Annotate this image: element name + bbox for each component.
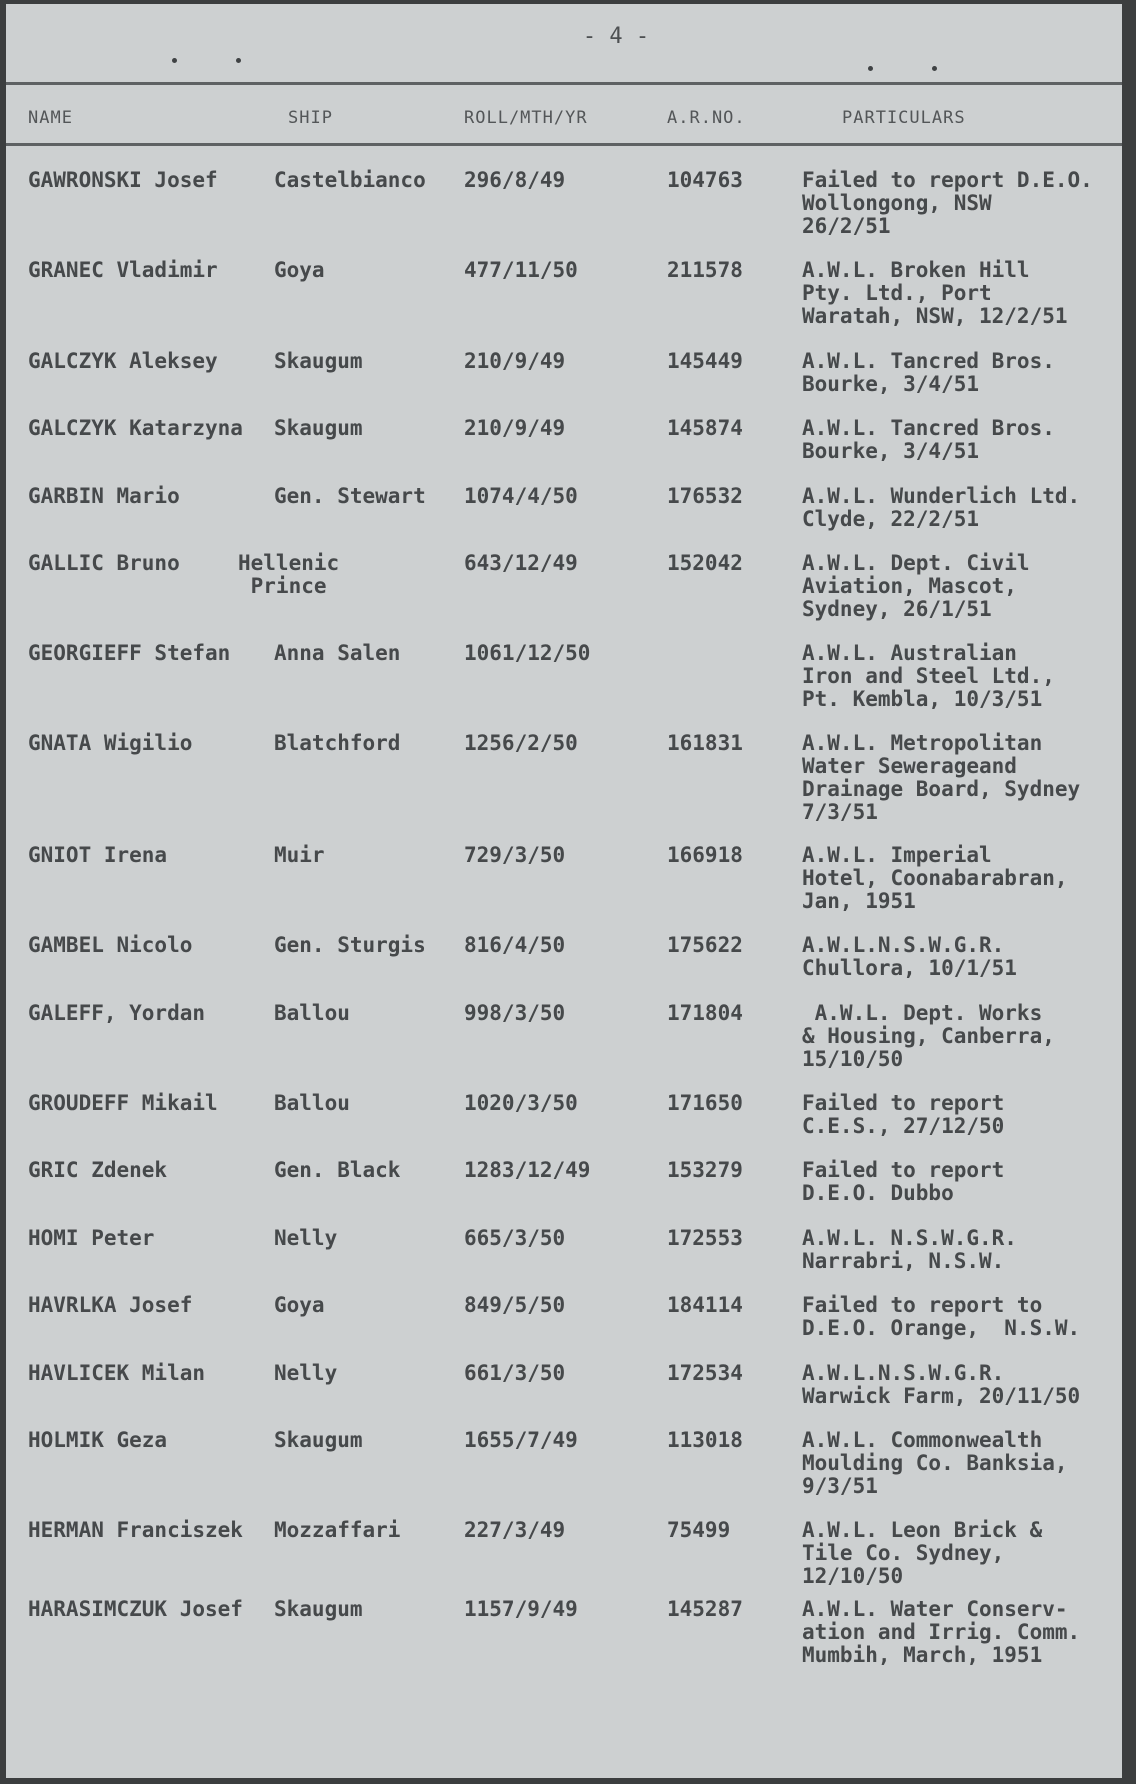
document-page (6, 4, 1122, 1778)
record-ship: Skaugum (274, 1597, 363, 1621)
record-ship: Skaugum (274, 416, 363, 440)
record-roll: 296/8/49 (464, 168, 566, 192)
record-ship: Gen. Stewart (274, 484, 426, 508)
record-name: GROUDEFF Mikail (28, 1091, 218, 1115)
record-particulars: A.W.L. Australian Iron and Steel Ltd., Pt. Kembla, 10/3/51 (802, 641, 1055, 711)
record-particulars: Failed to report C.E.S., 27/12/50 (802, 1091, 1005, 1138)
record-name: HAVLICEK Milan (28, 1361, 206, 1385)
record-roll: 477/11/50 (464, 258, 578, 282)
column-header-ar-no: A.R.NO. (667, 108, 746, 128)
column-header-roll: ROLL/MTH/YR (464, 108, 588, 128)
record-particulars: Failed to report to D.E.O. Orange, N.S.W. (802, 1293, 1081, 1340)
record-ar-no: 211578 (667, 258, 743, 282)
record-name: GAWRONSKI Josef (28, 168, 218, 192)
record-ship: Goya (274, 258, 325, 282)
record-particulars: A.W.L. Water Conserv- ation and Irrig. Comm. Mumbih, March, 1951 (802, 1597, 1081, 1667)
record-name: GNATA Wigilio (28, 731, 193, 755)
record-ar-no: 175622 (667, 933, 743, 957)
record-particulars: Failed to report D.E.O. Dubbo (802, 1158, 1005, 1205)
record-name: GEORGIEFF Stefan (28, 641, 231, 665)
record-particulars: A.W.L. Tancred Bros. Bourke, 3/4/51 (802, 349, 1055, 396)
record-name: HOLMIK Geza (28, 1428, 168, 1452)
record-ship: Muir (274, 843, 325, 867)
record-particulars: A.W.L. Commonwealth Moulding Co. Banksia, 9/3/51 (802, 1428, 1068, 1498)
record-name: GAMBEL Nicolo (28, 933, 193, 957)
column-header-particulars: PARTICULARS (842, 108, 966, 128)
record-ship: Anna Salen (274, 641, 401, 665)
record-name: GRANEC Vladimir (28, 258, 218, 282)
record-roll: 729/3/50 (464, 843, 566, 867)
column-header-ship: SHIP (288, 108, 333, 128)
record-name: GALCZYK Aleksey (28, 349, 218, 373)
speck (868, 66, 873, 71)
record-roll: 210/9/49 (464, 416, 566, 440)
header-rule-top (6, 82, 1122, 85)
record-roll: 1283/12/49 (464, 1158, 591, 1182)
record-ar-no: 166918 (667, 843, 743, 867)
speck (172, 58, 177, 63)
record-ar-no: 145287 (667, 1597, 743, 1621)
column-header-name: NAME (28, 108, 73, 128)
record-ship: Goya (274, 1293, 325, 1317)
record-name: GARBIN Mario (28, 484, 180, 508)
record-roll: 210/9/49 (464, 349, 566, 373)
record-ar-no: 153279 (667, 1158, 743, 1182)
record-ar-no: 176532 (667, 484, 743, 508)
record-ar-no: 184114 (667, 1293, 743, 1317)
record-roll: 849/5/50 (464, 1293, 566, 1317)
record-ship: Gen. Sturgis (274, 933, 426, 957)
record-particulars: A.W.L. Dept. Civil Aviation, Mascot, Sydney, 26/1/51 (802, 551, 1030, 621)
record-ship: Ballou (274, 1001, 350, 1025)
record-ship: Gen. Black (274, 1158, 401, 1182)
record-ship: Nelly (274, 1226, 338, 1250)
record-roll: 643/12/49 (464, 551, 578, 575)
record-roll: 1256/2/50 (464, 731, 578, 755)
record-particulars: A.W.L. Imperial Hotel, Coonabarabran, Jan, 1951 (802, 843, 1068, 913)
record-particulars: A.W.L.N.S.W.G.R. Warwick Farm, 20/11/50 (802, 1361, 1081, 1408)
record-roll: 227/3/49 (464, 1518, 566, 1542)
record-particulars: A.W.L. Tancred Bros. Bourke, 3/4/51 (802, 416, 1055, 463)
record-ship: Castelbianco (274, 168, 426, 192)
page-number: - 4 - (582, 24, 650, 49)
record-roll: 816/4/50 (464, 933, 566, 957)
record-ar-no: 161831 (667, 731, 743, 755)
record-name: HARASIMCZUK Josef (28, 1597, 243, 1621)
record-roll: 1157/9/49 (464, 1597, 578, 1621)
record-ar-no: 104763 (667, 168, 743, 192)
record-particulars: A.W.L. Dept. Works & Housing, Canberra, 15/10/50 (802, 1001, 1055, 1071)
record-ship: Ballou (274, 1091, 350, 1115)
record-particulars: A.W.L. Broken Hill Pty. Ltd., Port Waratah, NSW, 12/2/51 (802, 258, 1068, 328)
record-particulars: A.W.L. N.S.W.G.R. Narrabri, N.S.W. (802, 1226, 1017, 1273)
record-roll: 1074/4/50 (464, 484, 578, 508)
record-ar-no: 113018 (667, 1428, 743, 1452)
record-name: GALCZYK Katarzyna (28, 416, 243, 440)
record-particulars: Failed to report D.E.O. Wollongong, NSW 26/2/51 (802, 168, 1093, 238)
record-roll: 1020/3/50 (464, 1091, 578, 1115)
record-ship: Hellenic Prince (238, 551, 340, 598)
record-roll: 998/3/50 (464, 1001, 566, 1025)
speck (236, 58, 241, 63)
record-name: HAVRLKA Josef (28, 1293, 193, 1317)
record-ship: Mozzaffari (274, 1518, 401, 1542)
record-roll: 1061/12/50 (464, 641, 591, 665)
record-ar-no: 172534 (667, 1361, 743, 1385)
record-particulars: A.W.L. Leon Brick & Tile Co. Sydney, 12/10/50 (802, 1518, 1043, 1588)
record-name: GNIOT Irena (28, 843, 168, 867)
record-ar-no: 75499 (667, 1518, 731, 1542)
record-ar-no: 172553 (667, 1226, 743, 1250)
record-particulars: A.W.L. Metropolitan Water Sewerageand Drainage Board, Sydney 7/3/51 (802, 731, 1081, 824)
record-particulars: A.W.L.N.S.W.G.R. Chullora, 10/1/51 (802, 933, 1017, 980)
speck (932, 66, 937, 71)
record-roll: 1655/7/49 (464, 1428, 578, 1452)
record-name: HERMAN Franciszek (28, 1518, 243, 1542)
record-ship: Skaugum (274, 1428, 363, 1452)
record-name: GALEFF, Yordan (28, 1001, 206, 1025)
record-ar-no: 145449 (667, 349, 743, 373)
record-ar-no: 171650 (667, 1091, 743, 1115)
record-name: HOMI Peter (28, 1226, 155, 1250)
record-name: GRIC Zdenek (28, 1158, 168, 1182)
record-roll: 665/3/50 (464, 1226, 566, 1250)
record-ar-no: 152042 (667, 551, 743, 575)
record-ship: Blatchford (274, 731, 401, 755)
record-ar-no: 145874 (667, 416, 743, 440)
record-ship: Skaugum (274, 349, 363, 373)
record-ship: Nelly (274, 1361, 338, 1385)
record-name: GALLIC Bruno (28, 551, 180, 575)
record-particulars: A.W.L. Wunderlich Ltd. Clyde, 22/2/51 (802, 484, 1081, 531)
record-roll: 661/3/50 (464, 1361, 566, 1385)
record-ar-no: 171804 (667, 1001, 743, 1025)
header-rule-bottom (6, 143, 1122, 146)
